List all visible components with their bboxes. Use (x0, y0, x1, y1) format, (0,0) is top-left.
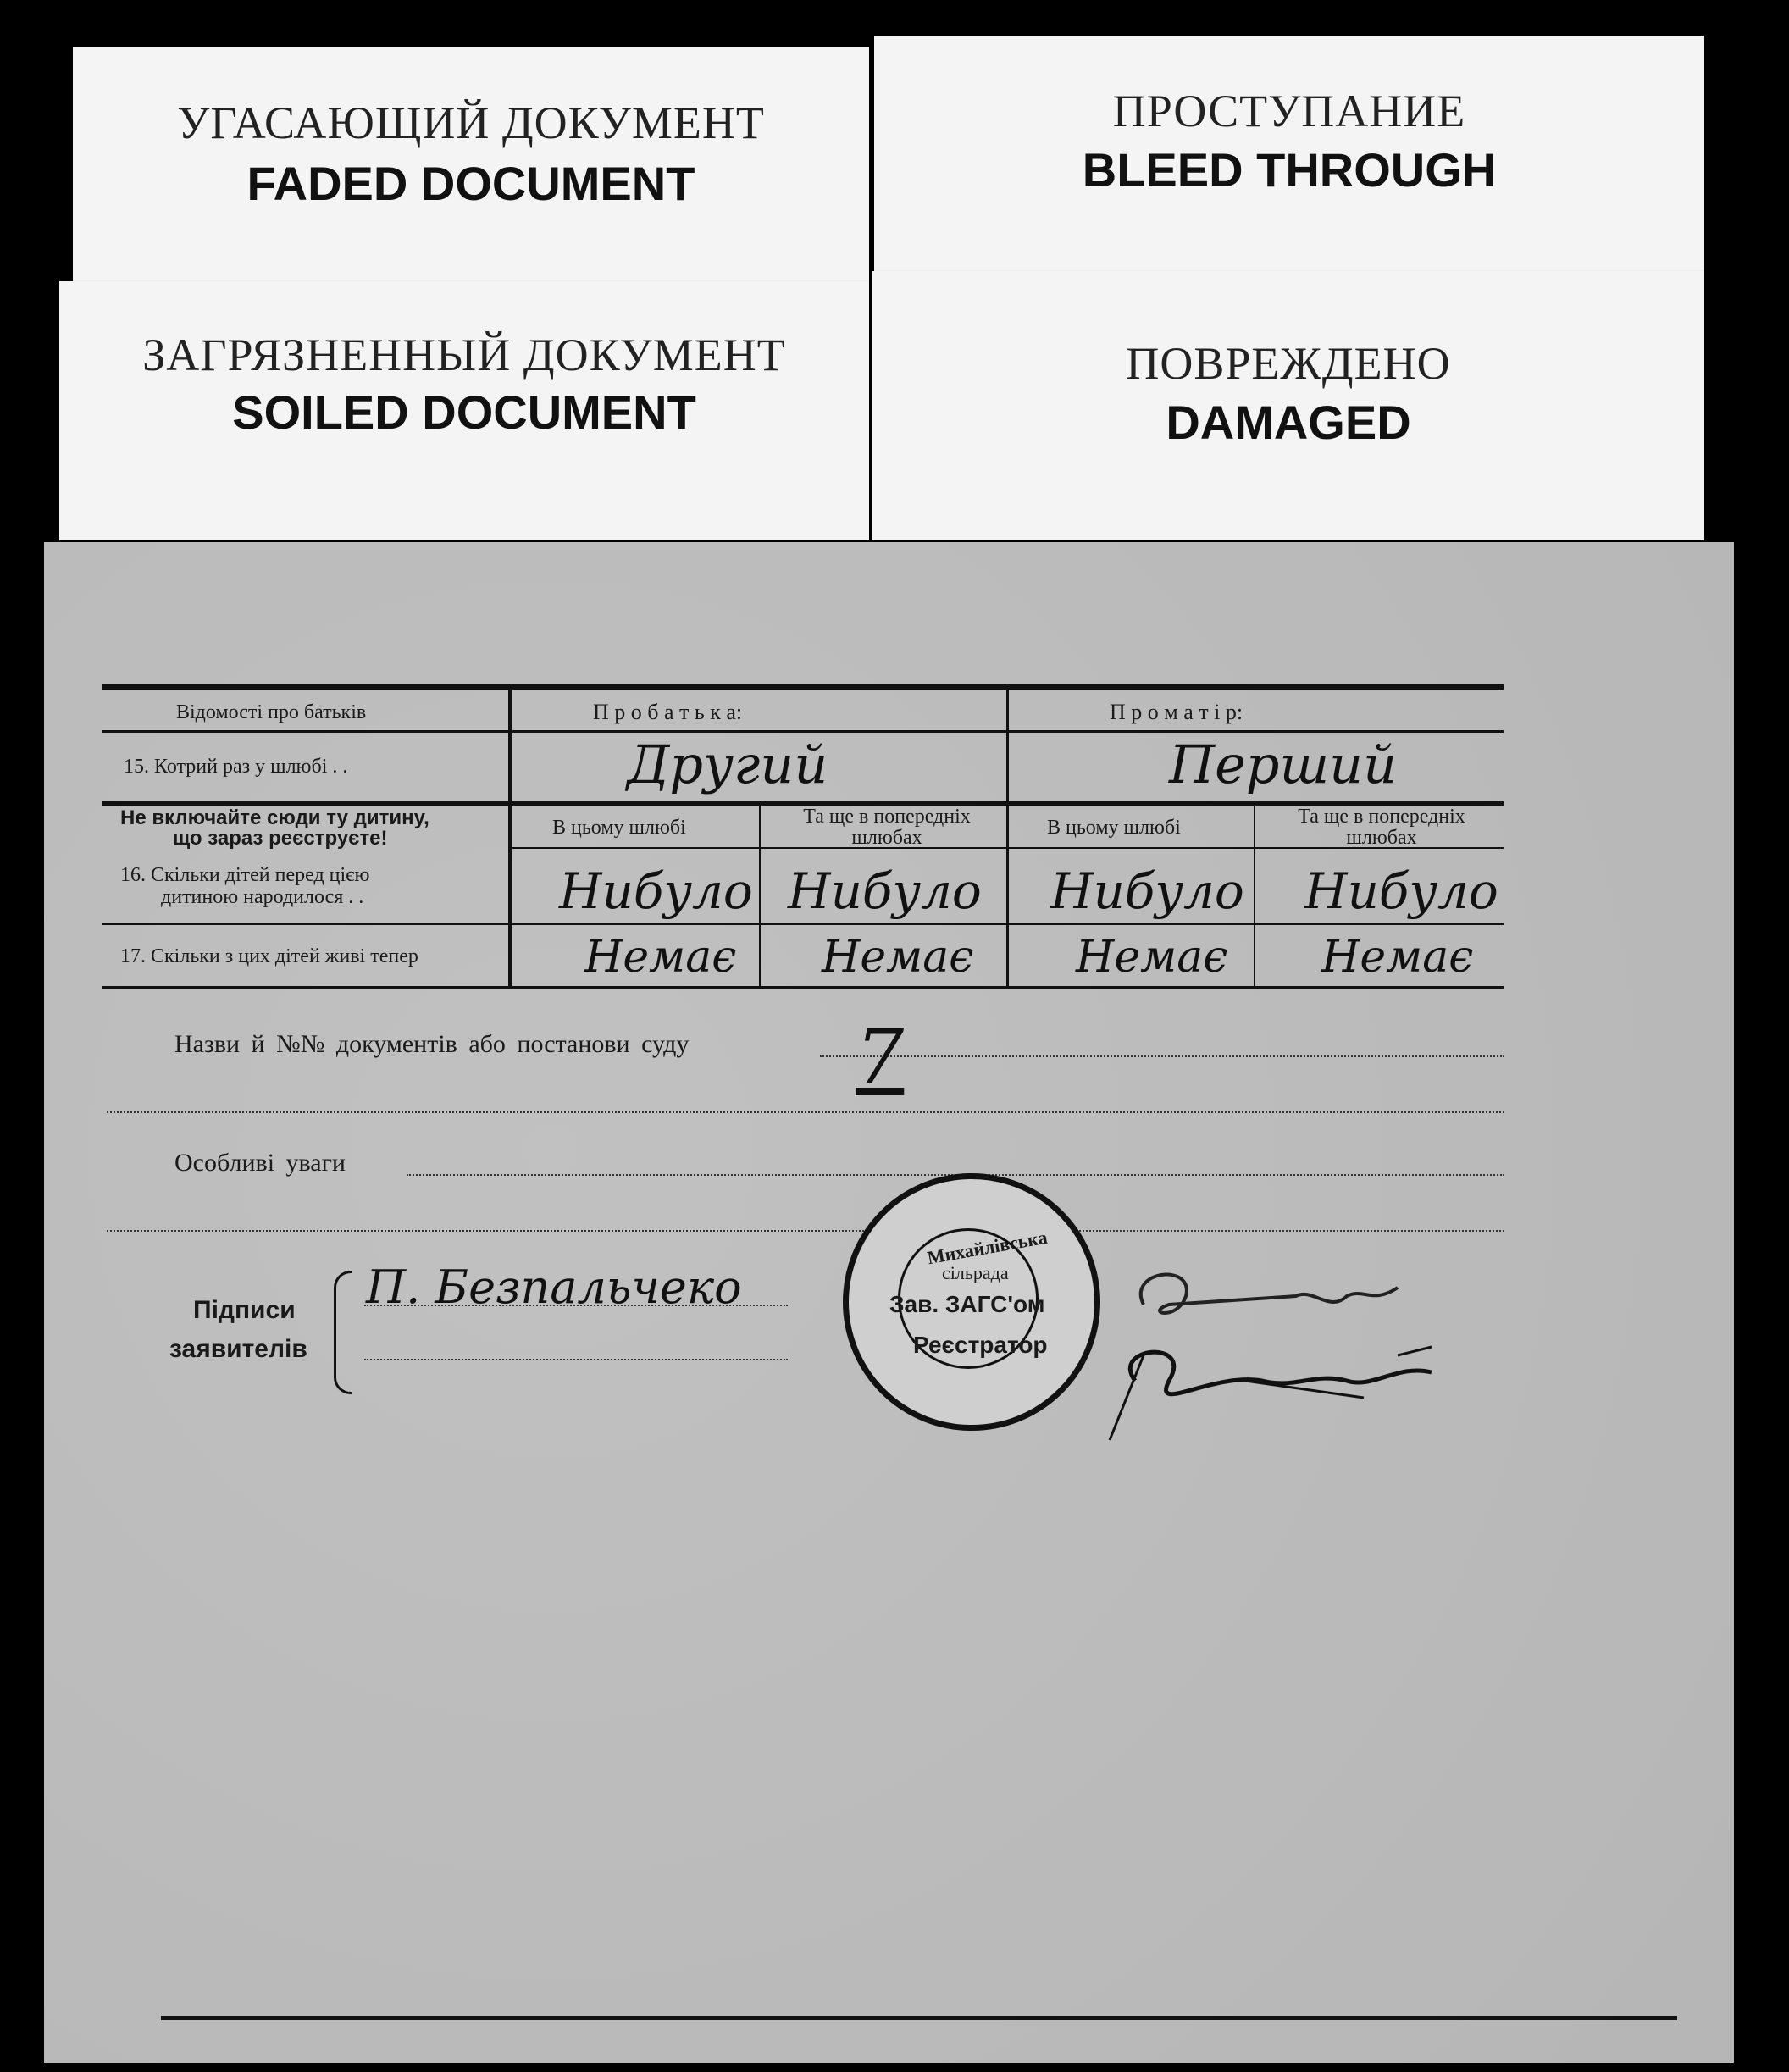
registrar-signature (1093, 1254, 1465, 1457)
row17-value-2: Немає (822, 932, 974, 983)
signatures-label-line2: заявителів (169, 1335, 307, 1363)
header-parents-info: Відомості про батьків (176, 701, 367, 723)
subheader-previous-mother: Та ще в попередніх шлюбах (1298, 806, 1465, 849)
row16-value-4: Нибуло (1304, 862, 1498, 920)
note-line1: Не включайте сюди ту дитину, (120, 806, 429, 829)
subheader-this-marriage-mother: В цьому шлюбі (1047, 817, 1181, 839)
stamp-line2: сільрада (942, 1262, 1009, 1283)
bleed-through-card (874, 36, 1704, 290)
faded-card-russian: УГАСАЮЩИЙ ДОКУМЕНТ (177, 97, 765, 148)
row15-label: 15. Котрий раз у шлюбі . . (124, 756, 348, 778)
bleed-card-english: BLEED THROUGH (1082, 143, 1497, 197)
row16-value-1: Нибуло (559, 862, 753, 920)
signature-line-2 (364, 1359, 788, 1360)
row15-father-value: Другий (627, 734, 828, 795)
subheader-this-marriage-father: В цьому шлюбі (552, 817, 686, 839)
remarks-label: Особливі уваги (174, 1149, 346, 1177)
documents-value: 7 (856, 1013, 905, 1102)
table-top-rule (102, 684, 1504, 690)
stamp-line4: Реєстратор (913, 1332, 1048, 1358)
subheader-previous-father: Та ще в попередніх шлюбах (803, 806, 971, 849)
table-vline-2 (1006, 686, 1009, 988)
signatures-label-line1: Підписи (193, 1296, 296, 1324)
stamp-line1: Михайлівська (925, 1226, 1050, 1269)
row17-value-4: Немає (1321, 932, 1474, 983)
row16-value-2: Нибуло (788, 862, 982, 920)
row16-label-line1: 16. Скільки дітей перед цією (120, 864, 370, 886)
bleed-card-russian: ПРОСТУПАНИЕ (1112, 86, 1466, 136)
sheet-bottom-rule (161, 2016, 1677, 2020)
documents-label: Назви й №№ документів або постанови суду (174, 1030, 690, 1058)
table-vline-1 (508, 686, 512, 988)
row17-label: 17. Скільки з цих дітей живі тепер (120, 945, 418, 967)
row16-label-line2: дитиною народилося . . (161, 886, 364, 908)
remarks-line-2 (107, 1230, 1504, 1232)
row16-value-3: Нибуло (1050, 862, 1244, 920)
header-mother: П р о м а т і р: (1110, 700, 1243, 724)
soiled-card-russian: ЗАГРЯЗНЕННЫЙ ДОКУМЕНТ (142, 330, 786, 380)
table-row16-rule (102, 923, 1504, 925)
row17-value-3: Немає (1076, 932, 1228, 983)
table-header-rule (102, 730, 1504, 733)
soiled-document-card (59, 281, 869, 540)
table-vline-4 (1254, 805, 1255, 988)
documents-line (820, 1055, 1504, 1057)
faded-card-english: FADED DOCUMENT (246, 157, 695, 210)
applicant-signature-1: П. Безпальчеко (366, 1260, 742, 1314)
note-line2: що зараз реєструєте! (173, 827, 388, 850)
documents-line-2 (107, 1111, 1504, 1113)
damaged-card (872, 271, 1704, 540)
header-father: П р о б а т ь к а: (593, 700, 743, 724)
stamp-line3: Зав. ЗАГС'ом (889, 1291, 1045, 1317)
table-bottom-rule (102, 986, 1504, 989)
damaged-card-english: DAMAGED (1166, 396, 1411, 449)
soiled-card-english: SOILED DOCUMENT (232, 385, 696, 439)
damaged-card-russian: ПОВРЕЖДЕНО (1126, 338, 1451, 389)
signatures-bracket (334, 1271, 352, 1394)
table-vline-3 (759, 805, 761, 988)
faded-document-card (73, 47, 869, 293)
row15-mother-value: Перший (1169, 734, 1398, 795)
row17-value-1: Немає (584, 932, 737, 983)
official-stamp (843, 1173, 1100, 1431)
signature-line-1 (364, 1305, 788, 1306)
